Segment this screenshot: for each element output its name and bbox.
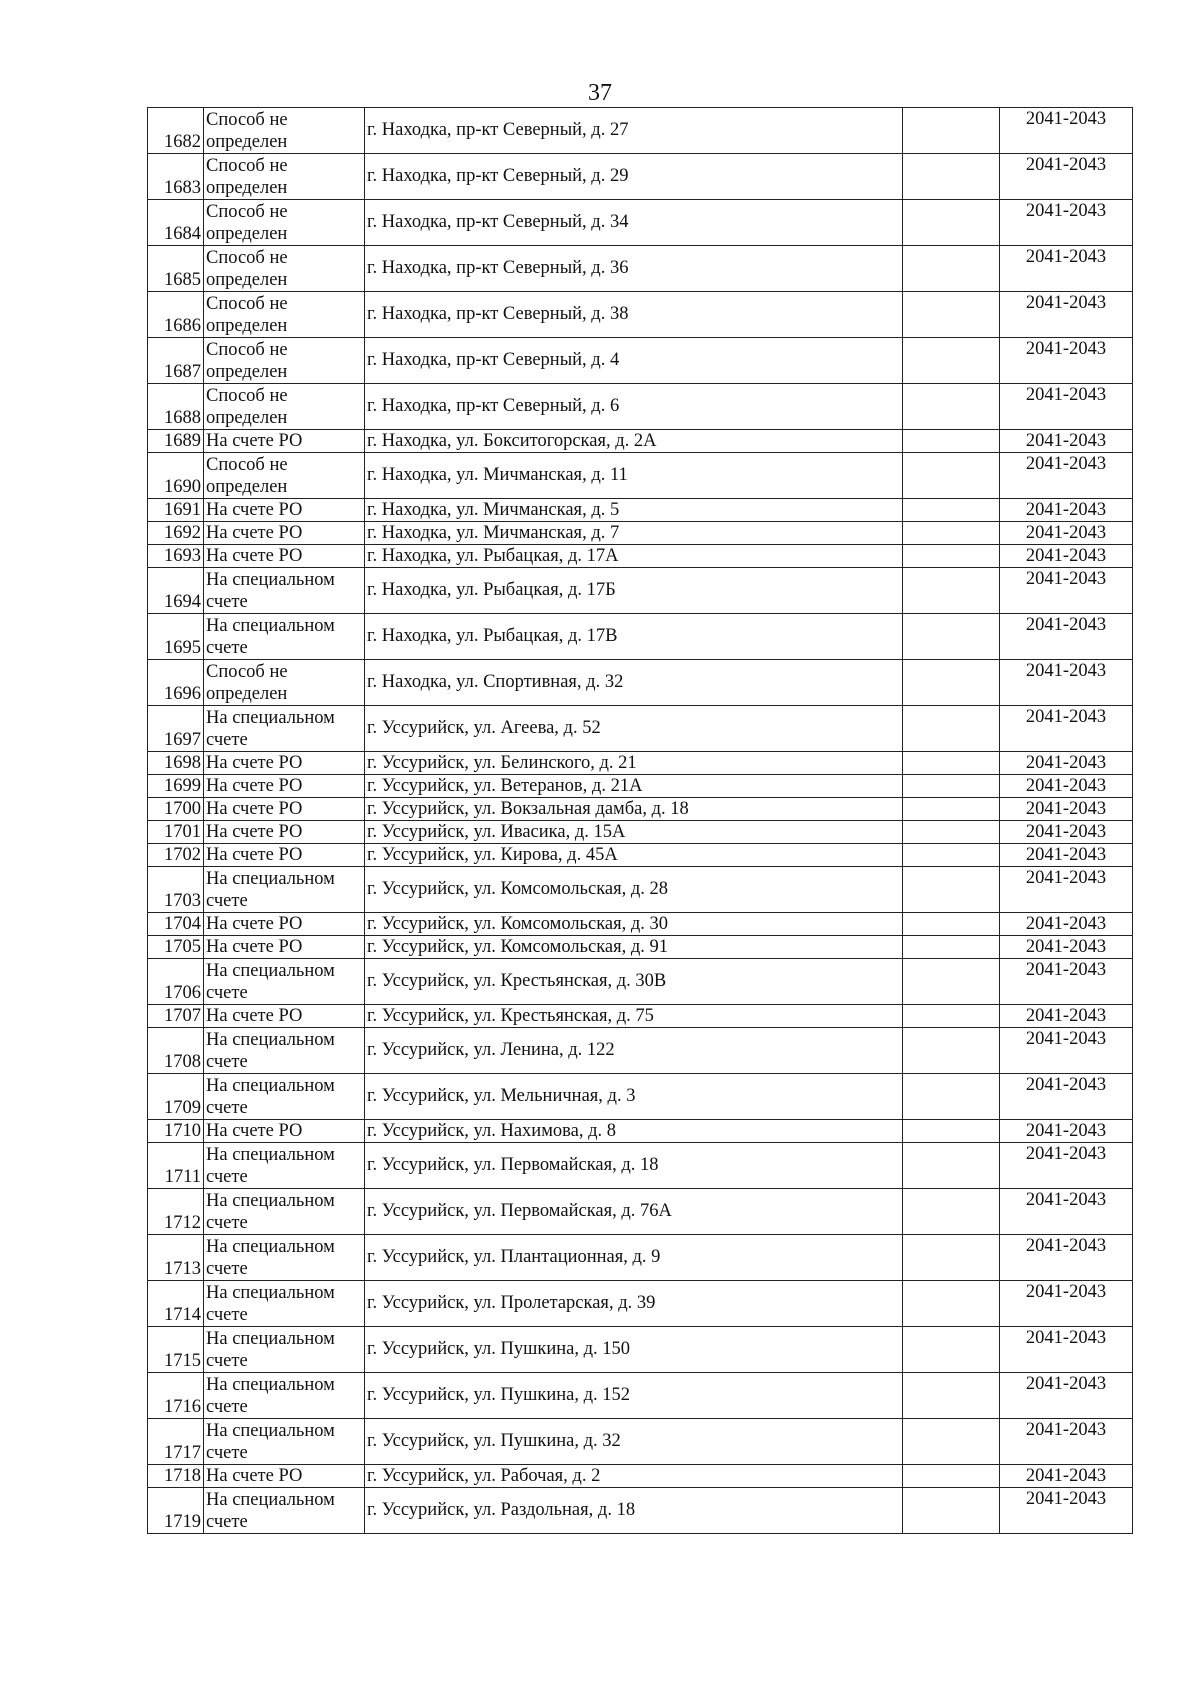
- row-number-cell: 1685: [148, 246, 204, 292]
- empty-cell: [903, 108, 1000, 154]
- table-row: [148, 1419, 1133, 1465]
- row-number-cell: 1707: [148, 1005, 204, 1028]
- row-number-cell: 1692: [148, 522, 204, 545]
- funding-method-cell: На специальном счете: [204, 959, 365, 1005]
- empty-cell: [903, 706, 1000, 752]
- funding-method-cell: Способ не определен: [204, 292, 365, 338]
- address-cell: г. Уссурийск, ул. Плантационная, д. 9: [365, 1235, 903, 1281]
- row-number-cell: 1712: [148, 1189, 204, 1235]
- row-number-cell: 1686: [148, 292, 204, 338]
- funding-method-cell: Способ не определен: [204, 246, 365, 292]
- row-number-cell: 1693: [148, 545, 204, 568]
- row-number-cell: 1684: [148, 200, 204, 246]
- table-row: [148, 1281, 1133, 1327]
- table-row: [148, 1465, 1133, 1488]
- funding-method-cell: На счете РО: [204, 1005, 365, 1028]
- table-row: [148, 499, 1133, 522]
- address-cell: г. Уссурийск, ул. Агеева, д. 52: [365, 706, 903, 752]
- period-cell: 2041-2043: [1000, 338, 1133, 384]
- row-number-cell: 1703: [148, 867, 204, 913]
- table-row: [148, 292, 1133, 338]
- funding-method-cell: На счете РО: [204, 545, 365, 568]
- empty-cell: [903, 522, 1000, 545]
- table-row: [148, 1327, 1133, 1373]
- table-row: [148, 545, 1133, 568]
- table-row: [148, 1120, 1133, 1143]
- funding-method-cell: На специальном счете: [204, 1327, 365, 1373]
- row-number-cell: 1719: [148, 1488, 204, 1534]
- funding-method-cell: На специальном счете: [204, 1281, 365, 1327]
- empty-cell: [903, 1235, 1000, 1281]
- row-number-cell: 1702: [148, 844, 204, 867]
- table-row: [148, 844, 1133, 867]
- address-cell: г. Уссурийск, ул. Ветеранов, д. 21А: [365, 775, 903, 798]
- table-row: [148, 1373, 1133, 1419]
- address-cell: г. Находка, ул. Мичманская, д. 11: [365, 453, 903, 499]
- row-number-cell: 1683: [148, 154, 204, 200]
- address-cell: г. Находка, ул. Бокситогорская, д. 2А: [365, 430, 903, 453]
- empty-cell: [903, 545, 1000, 568]
- empty-cell: [903, 752, 1000, 775]
- table-row: [148, 775, 1133, 798]
- period-cell: 2041-2043: [1000, 1419, 1133, 1465]
- address-cell: г. Уссурийск, ул. Первомайская, д. 18: [365, 1143, 903, 1189]
- funding-method-cell: Способ не определен: [204, 200, 365, 246]
- table-row: [148, 959, 1133, 1005]
- funding-method-cell: На специальном счете: [204, 1143, 365, 1189]
- funding-method-cell: Способ не определен: [204, 453, 365, 499]
- funding-method-cell: На специальном счете: [204, 614, 365, 660]
- funding-method-cell: На специальном счете: [204, 867, 365, 913]
- period-cell: 2041-2043: [1000, 660, 1133, 706]
- address-cell: г. Находка, ул. Спортивная, д. 32: [365, 660, 903, 706]
- address-cell: г. Находка, пр-кт Северный, д. 34: [365, 200, 903, 246]
- table-row: [148, 522, 1133, 545]
- address-cell: г. Уссурийск, ул. Нахимова, д. 8: [365, 1120, 903, 1143]
- row-number-cell: 1716: [148, 1373, 204, 1419]
- row-number-cell: 1710: [148, 1120, 204, 1143]
- period-cell: 2041-2043: [1000, 913, 1133, 936]
- period-cell: 2041-2043: [1000, 844, 1133, 867]
- period-cell: 2041-2043: [1000, 1281, 1133, 1327]
- period-cell: 2041-2043: [1000, 108, 1133, 154]
- address-cell: г. Находка, ул. Рыбацкая, д. 17В: [365, 614, 903, 660]
- funding-method-cell: Способ не определен: [204, 660, 365, 706]
- register-table: [147, 107, 1133, 1534]
- period-cell: 2041-2043: [1000, 453, 1133, 499]
- row-number-cell: 1699: [148, 775, 204, 798]
- address-cell: г. Уссурийск, ул. Комсомольская, д. 28: [365, 867, 903, 913]
- period-cell: 2041-2043: [1000, 1074, 1133, 1120]
- funding-method-cell: Способ не определен: [204, 384, 365, 430]
- register-table-body: [148, 108, 1133, 1534]
- address-cell: г. Уссурийск, ул. Раздольная, д. 18: [365, 1488, 903, 1534]
- funding-method-cell: На счете РО: [204, 775, 365, 798]
- empty-cell: [903, 154, 1000, 200]
- funding-method-cell: На счете РО: [204, 913, 365, 936]
- period-cell: 2041-2043: [1000, 706, 1133, 752]
- funding-method-cell: На специальном счете: [204, 1189, 365, 1235]
- address-cell: г. Находка, ул. Мичманская, д. 5: [365, 499, 903, 522]
- empty-cell: [903, 1189, 1000, 1235]
- period-cell: 2041-2043: [1000, 246, 1133, 292]
- table-row: [148, 913, 1133, 936]
- period-cell: 2041-2043: [1000, 821, 1133, 844]
- address-cell: г. Находка, пр-кт Северный, д. 6: [365, 384, 903, 430]
- period-cell: 2041-2043: [1000, 614, 1133, 660]
- row-number-cell: 1705: [148, 936, 204, 959]
- period-cell: 2041-2043: [1000, 200, 1133, 246]
- period-cell: 2041-2043: [1000, 959, 1133, 1005]
- table-row: [148, 706, 1133, 752]
- table-row: [148, 1189, 1133, 1235]
- row-number-cell: 1696: [148, 660, 204, 706]
- address-cell: г. Уссурийск, ул. Пушкина, д. 150: [365, 1327, 903, 1373]
- row-number-cell: 1715: [148, 1327, 204, 1373]
- address-cell: г. Уссурийск, ул. Белинского, д. 21: [365, 752, 903, 775]
- period-cell: 2041-2043: [1000, 1120, 1133, 1143]
- row-number-cell: 1698: [148, 752, 204, 775]
- address-cell: г. Уссурийск, ул. Крестьянская, д. 75: [365, 1005, 903, 1028]
- period-cell: 2041-2043: [1000, 154, 1133, 200]
- period-cell: 2041-2043: [1000, 1465, 1133, 1488]
- funding-method-cell: Способ не определен: [204, 338, 365, 384]
- empty-cell: [903, 499, 1000, 522]
- period-cell: 2041-2043: [1000, 499, 1133, 522]
- period-cell: 2041-2043: [1000, 798, 1133, 821]
- address-cell: г. Уссурийск, ул. Мельничная, д. 3: [365, 1074, 903, 1120]
- period-cell: 2041-2043: [1000, 775, 1133, 798]
- address-cell: г. Находка, пр-кт Северный, д. 29: [365, 154, 903, 200]
- table-row: [148, 614, 1133, 660]
- empty-cell: [903, 821, 1000, 844]
- empty-cell: [903, 568, 1000, 614]
- period-cell: 2041-2043: [1000, 752, 1133, 775]
- empty-cell: [903, 798, 1000, 821]
- address-cell: г. Уссурийск, ул. Пушкина, д. 152: [365, 1373, 903, 1419]
- address-cell: г. Уссурийск, ул. Ленина, д. 122: [365, 1028, 903, 1074]
- row-number-cell: 1717: [148, 1419, 204, 1465]
- row-number-cell: 1711: [148, 1143, 204, 1189]
- page-number: 37: [588, 80, 612, 106]
- empty-cell: [903, 1327, 1000, 1373]
- row-number-cell: 1700: [148, 798, 204, 821]
- period-cell: 2041-2043: [1000, 867, 1133, 913]
- empty-cell: [903, 1074, 1000, 1120]
- empty-cell: [903, 1143, 1000, 1189]
- funding-method-cell: На специальном счете: [204, 1028, 365, 1074]
- row-number-cell: 1687: [148, 338, 204, 384]
- empty-cell: [903, 775, 1000, 798]
- address-cell: г. Уссурийск, ул. Пролетарская, д. 39: [365, 1281, 903, 1327]
- period-cell: 2041-2043: [1000, 1189, 1133, 1235]
- table-row: [148, 1005, 1133, 1028]
- funding-method-cell: На специальном счете: [204, 1373, 365, 1419]
- row-number-cell: 1709: [148, 1074, 204, 1120]
- funding-method-cell: На специальном счете: [204, 568, 365, 614]
- funding-method-cell: На счете РО: [204, 798, 365, 821]
- period-cell: 2041-2043: [1000, 522, 1133, 545]
- address-cell: г. Находка, пр-кт Северный, д. 38: [365, 292, 903, 338]
- empty-cell: [903, 913, 1000, 936]
- address-cell: г. Уссурийск, ул. Ивасика, д. 15А: [365, 821, 903, 844]
- address-cell: г. Находка, ул. Рыбацкая, д. 17А: [365, 545, 903, 568]
- address-cell: г. Уссурийск, ул. Первомайская, д. 76А: [365, 1189, 903, 1235]
- row-number-cell: 1690: [148, 453, 204, 499]
- funding-method-cell: На специальном счете: [204, 706, 365, 752]
- address-cell: г. Уссурийск, ул. Рабочая, д. 2: [365, 1465, 903, 1488]
- row-number-cell: 1695: [148, 614, 204, 660]
- period-cell: 2041-2043: [1000, 545, 1133, 568]
- period-cell: 2041-2043: [1000, 292, 1133, 338]
- funding-method-cell: На счете РО: [204, 936, 365, 959]
- table-row: [148, 798, 1133, 821]
- empty-cell: [903, 1281, 1000, 1327]
- row-number-cell: 1718: [148, 1465, 204, 1488]
- table-row: [148, 1143, 1133, 1189]
- row-number-cell: 1694: [148, 568, 204, 614]
- funding-method-cell: На счете РО: [204, 1120, 365, 1143]
- row-number-cell: 1714: [148, 1281, 204, 1327]
- funding-method-cell: На счете РО: [204, 752, 365, 775]
- period-cell: 2041-2043: [1000, 1028, 1133, 1074]
- funding-method-cell: На счете РО: [204, 844, 365, 867]
- row-number-cell: 1708: [148, 1028, 204, 1074]
- period-cell: 2041-2043: [1000, 1143, 1133, 1189]
- empty-cell: [903, 1419, 1000, 1465]
- address-cell: г. Уссурийск, ул. Вокзальная дамба, д. 18: [365, 798, 903, 821]
- table-row: [148, 453, 1133, 499]
- address-cell: г. Находка, пр-кт Северный, д. 27: [365, 108, 903, 154]
- funding-method-cell: Способ не определен: [204, 108, 365, 154]
- empty-cell: [903, 936, 1000, 959]
- funding-method-cell: На счете РО: [204, 821, 365, 844]
- empty-cell: [903, 844, 1000, 867]
- funding-method-cell: На специальном счете: [204, 1074, 365, 1120]
- row-number-cell: 1697: [148, 706, 204, 752]
- table-row: [148, 246, 1133, 292]
- funding-method-cell: На специальном счете: [204, 1419, 365, 1465]
- row-number-cell: 1688: [148, 384, 204, 430]
- period-cell: 2041-2043: [1000, 430, 1133, 453]
- empty-cell: [903, 430, 1000, 453]
- empty-cell: [903, 959, 1000, 1005]
- funding-method-cell: На счете РО: [204, 1465, 365, 1488]
- period-cell: 2041-2043: [1000, 384, 1133, 430]
- address-cell: г. Находка, пр-кт Северный, д. 4: [365, 338, 903, 384]
- table-row: [148, 1488, 1133, 1534]
- row-number-cell: 1713: [148, 1235, 204, 1281]
- table-row: [148, 568, 1133, 614]
- empty-cell: [903, 660, 1000, 706]
- table-row: [148, 430, 1133, 453]
- row-number-cell: 1706: [148, 959, 204, 1005]
- empty-cell: [903, 200, 1000, 246]
- period-cell: 2041-2043: [1000, 1373, 1133, 1419]
- empty-cell: [903, 1465, 1000, 1488]
- funding-method-cell: На счете РО: [204, 499, 365, 522]
- empty-cell: [903, 614, 1000, 660]
- period-cell: 2041-2043: [1000, 1327, 1133, 1373]
- table-row: [148, 867, 1133, 913]
- empty-cell: [903, 246, 1000, 292]
- address-cell: г. Уссурийск, ул. Пушкина, д. 32: [365, 1419, 903, 1465]
- table-row: [148, 108, 1133, 154]
- period-cell: 2041-2043: [1000, 1235, 1133, 1281]
- table-row: [148, 200, 1133, 246]
- empty-cell: [903, 1028, 1000, 1074]
- table-row: [148, 1074, 1133, 1120]
- table-row: [148, 752, 1133, 775]
- empty-cell: [903, 1373, 1000, 1419]
- period-cell: 2041-2043: [1000, 1488, 1133, 1534]
- funding-method-cell: На специальном счете: [204, 1488, 365, 1534]
- table-row: [148, 821, 1133, 844]
- funding-method-cell: Способ не определен: [204, 154, 365, 200]
- empty-cell: [903, 1005, 1000, 1028]
- row-number-cell: 1689: [148, 430, 204, 453]
- empty-cell: [903, 1120, 1000, 1143]
- table-row: [148, 1028, 1133, 1074]
- table-row: [148, 660, 1133, 706]
- table-row: [148, 154, 1133, 200]
- table-row: [148, 338, 1133, 384]
- period-cell: 2041-2043: [1000, 1005, 1133, 1028]
- empty-cell: [903, 867, 1000, 913]
- period-cell: 2041-2043: [1000, 936, 1133, 959]
- funding-method-cell: На счете РО: [204, 522, 365, 545]
- table-row: [148, 384, 1133, 430]
- row-number-cell: 1701: [148, 821, 204, 844]
- empty-cell: [903, 292, 1000, 338]
- address-cell: г. Уссурийск, ул. Кирова, д. 45А: [365, 844, 903, 867]
- address-cell: г. Находка, пр-кт Северный, д. 36: [365, 246, 903, 292]
- address-cell: г. Уссурийск, ул. Комсомольская, д. 30: [365, 913, 903, 936]
- row-number-cell: 1704: [148, 913, 204, 936]
- empty-cell: [903, 338, 1000, 384]
- funding-method-cell: На счете РО: [204, 430, 365, 453]
- empty-cell: [903, 453, 1000, 499]
- row-number-cell: 1682: [148, 108, 204, 154]
- address-cell: г. Находка, ул. Мичманская, д. 7: [365, 522, 903, 545]
- empty-cell: [903, 384, 1000, 430]
- table-row: [148, 1235, 1133, 1281]
- address-cell: г. Уссурийск, ул. Крестьянская, д. 30В: [365, 959, 903, 1005]
- empty-cell: [903, 1488, 1000, 1534]
- row-number-cell: 1691: [148, 499, 204, 522]
- period-cell: 2041-2043: [1000, 568, 1133, 614]
- funding-method-cell: На специальном счете: [204, 1235, 365, 1281]
- address-cell: г. Уссурийск, ул. Комсомольская, д. 91: [365, 936, 903, 959]
- address-cell: г. Находка, ул. Рыбацкая, д. 17Б: [365, 568, 903, 614]
- table-row: [148, 936, 1133, 959]
